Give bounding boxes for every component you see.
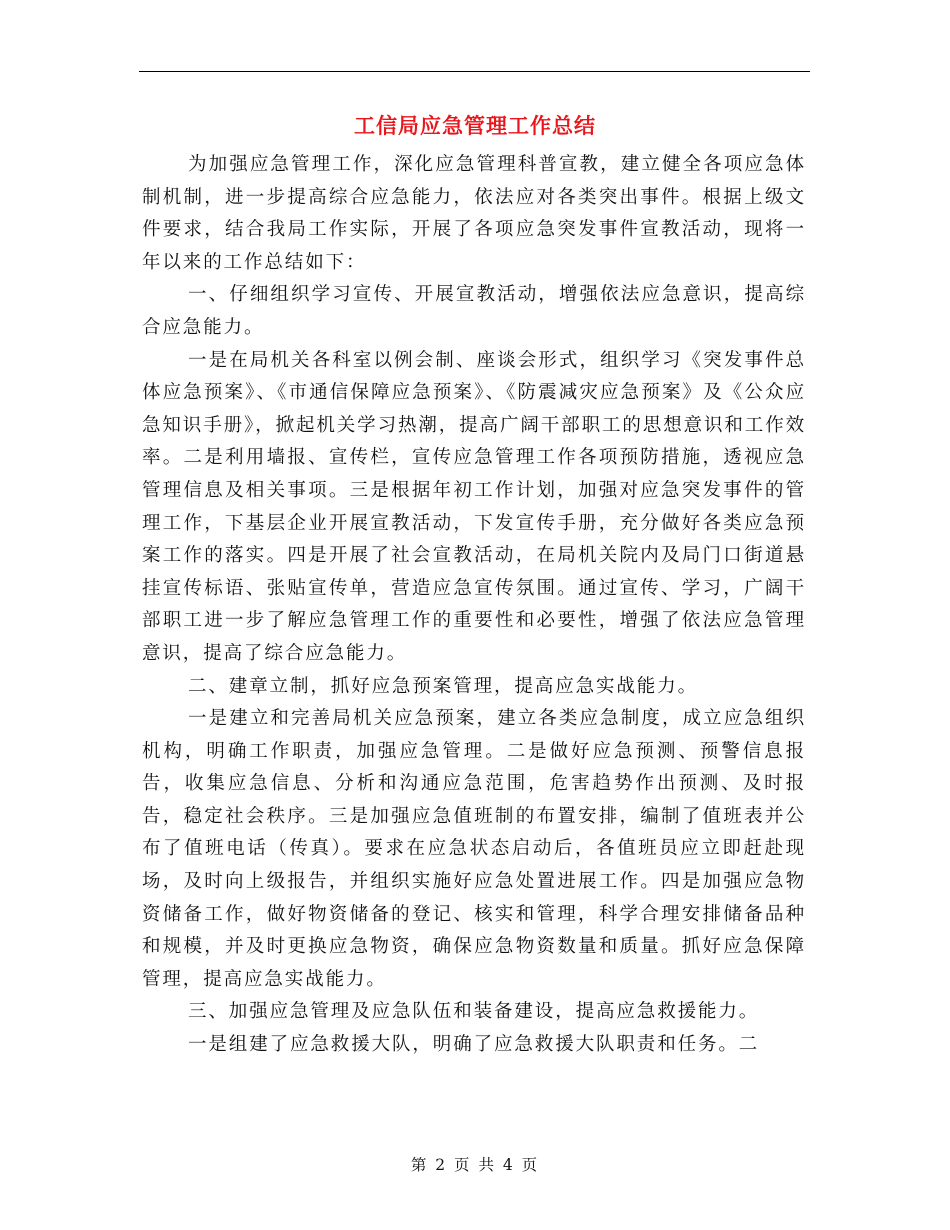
header-rule [139,71,810,72]
section-heading-1: 一、仔细组织学习宣传、开展宣教活动，增强依法应急意识，提高综合应急能力。 [142,284,806,338]
paragraph-section-1: 一是在局机关各科室以例会制、座谈会形式，组织学习《突发事件总体应急预案》、《市通信保障应急预案》、《防震减灾应急预案》及《公众应急知识手册》，掀起机关学习热潮，提高广阔干部职工的思想意识和工作效率。二是利用墙报、宣传栏，宣传应急管理工作各项预防措施，透视应急管理信息及相关事项。三是根据年初工作计划，加强对应急突发事件的管理工作，下基层企业开展宣教活动，下发宣传手册，充分做好各类应急预案工作的落实。四是开展了社会宣教活动，在局机关院内及局门口街道悬挂宣传标语、张贴宣传单，营造应急宣传氛围。通过宣传、学习，广阔干部职工进一步了解应急管理工作的重要性和必要性，增强了依法应急管理意识，提高了综合应急能力。 [142,349,806,664]
document-title: 工信局应急管理工作总结 [354,114,596,138]
section-heading-3: 三、加强应急管理及应急队伍和装备建设，提高应急救援能力。 [188,1001,760,1023]
document-body [142,149,806,1062]
paragraph-section-3: 一是组建了应急救援大队，明确了应急救援大队职责和任务。二 [188,1034,760,1056]
page-number-footer: 第 2 页 共 4 页 [410,1156,540,1174]
section-heading-2: 二、建章立制，抓好应急预案管理，提高应急实战能力。 [188,675,699,697]
paragraph-intro: 为加强应急管理工作，深化应急管理科普宣教，建立健全各项应急体制机制，进一步提高综合应急能力，依法应对各类突出事件。根据上级文件要求，结合我局工作实际，开展了各项应急突发事件宣教活动，现将一年以来的工作总结如下： [142,154,806,273]
paragraph-section-2: 一是建立和完善局机关应急预案，建立各类应急制度，成立应急组织机构，明确工作职责，加强应急管理。二是做好应急预测、预警信息报告，收集应急信息、分析和沟通应急范围，危害趋势作出预测、及时报告，稳定社会秩序。三是加强应急值班制的布置安排，编制了值班表并公布了值班电话（传真）。要求在应急状态启动后，各值班员应立即赶赴现场，及时向上级报告，并组织实施好应急处置进展工作。四是加强应急物资储备工作，做好物资储备的登记、核实和管理，科学合理安排储备品种和规模，并及时更换应急物资，确保应急物资数量和质量。抓好应急保障管理，提高应急实战能力。 [142,708,806,990]
